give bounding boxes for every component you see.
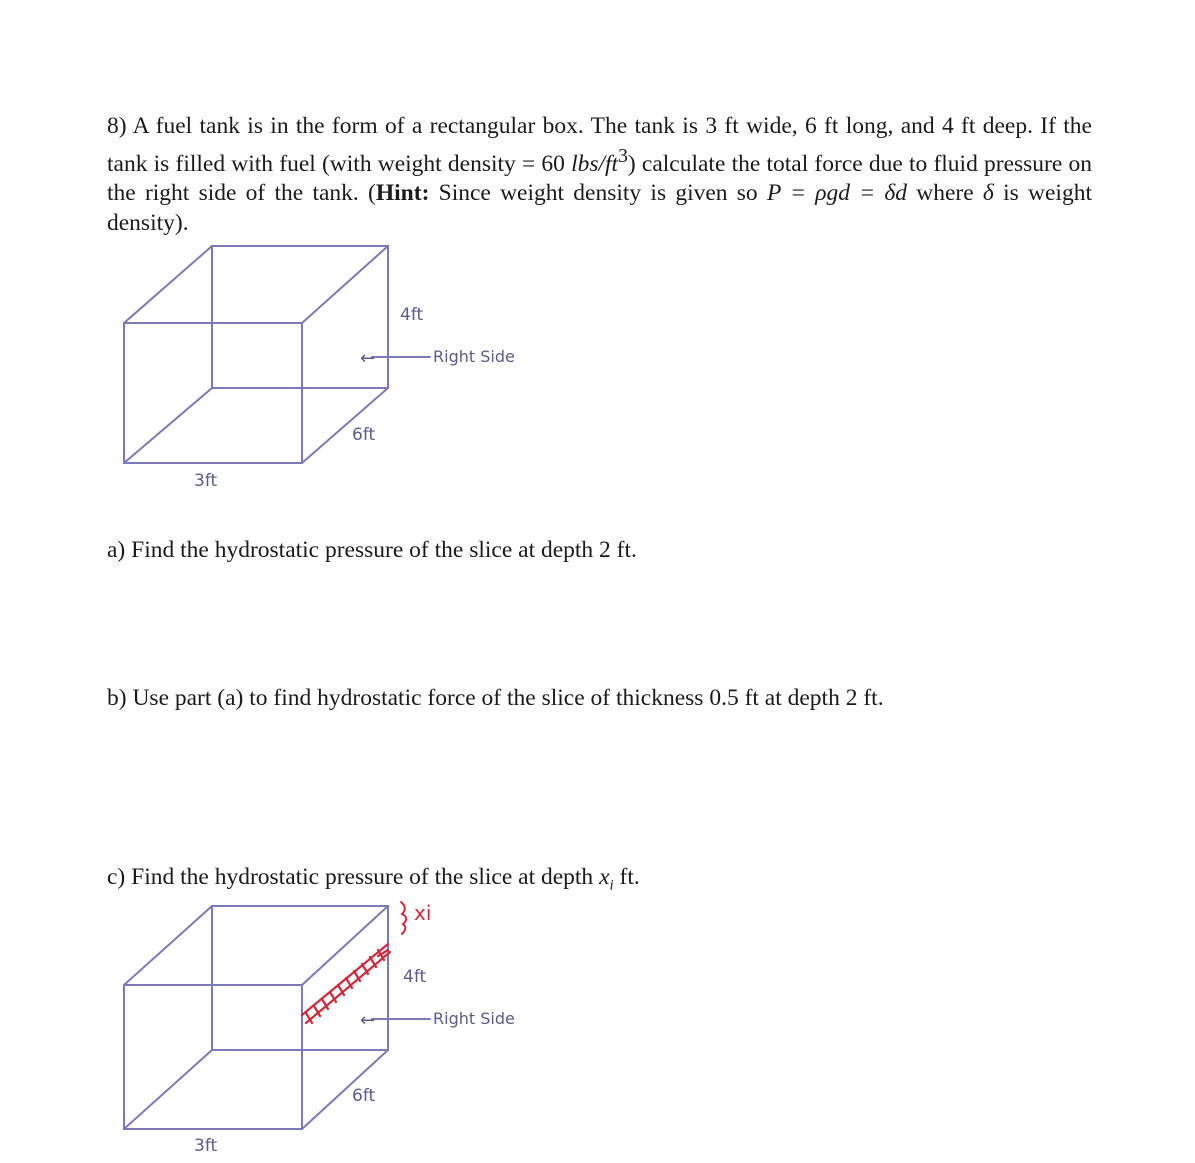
hint-text-b: where: [907, 180, 983, 207]
question-c-var: x: [599, 864, 610, 890]
problem-text-1: A fuel tank is in the form of a rectangular box. The tank is 3 ft wide, 6 ft long, and 4 ft deep. If the tank is filled with fuel (with weight density = 60: [107, 113, 1092, 177]
question-b: b) Use part (a) to find hydrostatic force of the slice of thickness 0.5 ft at depth 2 ft.: [107, 685, 884, 711]
hint-symbol: δ: [982, 180, 994, 207]
label-right-side: Right Side: [433, 1009, 515, 1028]
label-depth: 4ft: [400, 305, 424, 325]
question-c-text: c) Find the hydrostatic pressure of the slice at depth: [107, 864, 600, 890]
label-right-side: Right Side: [433, 347, 515, 366]
density-exponent: 3: [618, 145, 628, 167]
slice-brace: [401, 902, 406, 934]
problem-statement: [107, 112, 1092, 238]
edge-tl: [124, 246, 212, 323]
hint-label: Hint:: [375, 180, 430, 207]
edge-bl: [124, 1050, 212, 1129]
arrow-glyph: ←: [360, 1010, 376, 1031]
edge-tl: [124, 906, 212, 985]
label-depth: 4ft: [403, 967, 427, 987]
label-length: 6ft: [352, 1086, 376, 1106]
hint-text-c: is weight density).: [107, 180, 1092, 236]
label-width: 3ft: [194, 471, 218, 491]
problem-text-2: ) calculate the total force due to fluid pressure on the right side of the tank. (: [107, 150, 1092, 207]
hint-text-a: Since weight density is given so: [429, 180, 767, 207]
question-c-sub: i: [609, 877, 614, 894]
edge-tr: [302, 906, 388, 985]
question-c-unit: ft.: [613, 864, 640, 890]
slice-strip: [302, 944, 390, 1023]
question-a: a) Find the hydrostatic pressure of the slice at depth 2 ft.: [107, 537, 637, 563]
tank-figure-top: [0, 230, 1195, 500]
hint-formula: P = ρgd = δd: [766, 180, 908, 207]
edge-bl: [124, 388, 212, 463]
edge-tr: [302, 246, 388, 323]
problem-number: 8): [107, 113, 127, 139]
label-slice: xi: [414, 901, 432, 925]
label-width: 3ft: [194, 1136, 218, 1156]
density-unit: lbs/ft: [571, 150, 619, 177]
arrow-glyph: ←: [360, 348, 376, 369]
label-length: 6ft: [352, 425, 376, 445]
tank-figure-bottom: [0, 892, 1195, 1163]
